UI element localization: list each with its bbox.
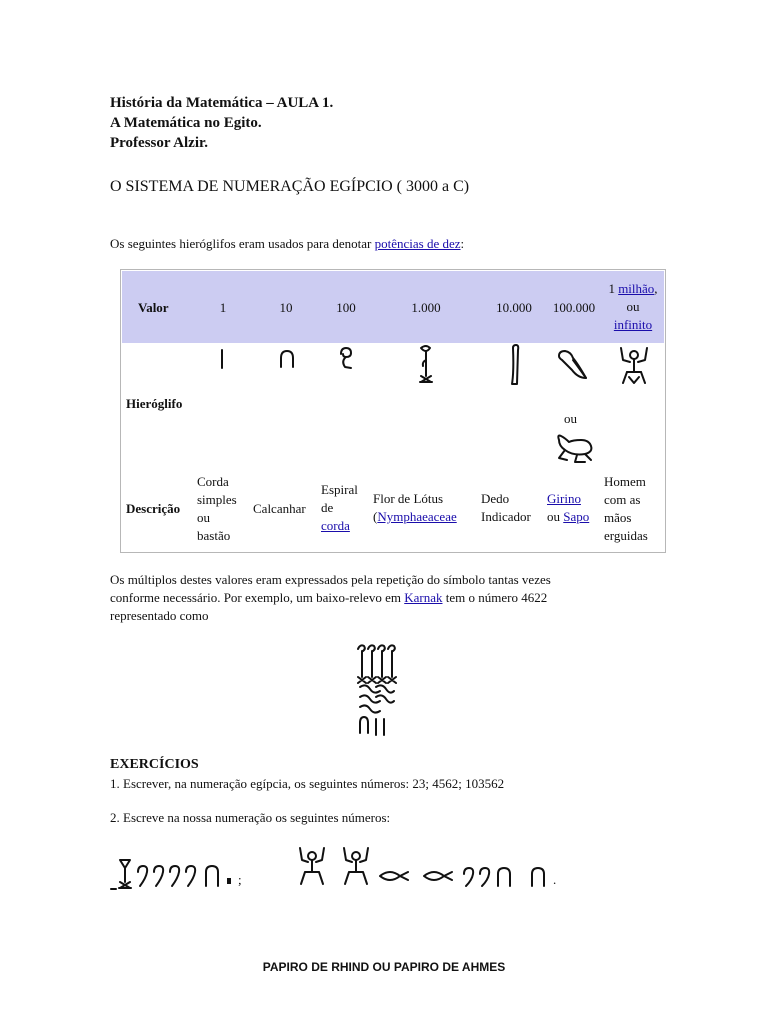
exercise-2: 2. Escreve na nossa numeração os seguintes números: [110, 810, 391, 825]
desc-heh-l3: mãos [604, 510, 632, 525]
intro-colon: : [460, 236, 465, 251]
desc-lotus-l1: Flor de Lótus [373, 491, 444, 506]
desc-heh-l4: erguidas [604, 528, 648, 543]
desc-finger-l1: Dedo [481, 491, 510, 506]
desc-stroke-l3: ou [197, 510, 210, 525]
multiples-line1: Os múltiplos destes valores eram expressados pela repetição do símbolo tantas vezes [110, 572, 551, 587]
heel-bone-icon [279, 350, 295, 368]
desc-stroke-l2: simples [197, 492, 237, 507]
infinity-link[interactable]: infinito [613, 317, 653, 332]
or-label: ou [564, 411, 577, 426]
lesson-author: Professor Alzir. [110, 135, 209, 151]
intro-paragraph [110, 235, 464, 253]
tadpole-link[interactable]: Girino [547, 491, 581, 506]
value-10: 10 [279, 300, 293, 315]
multiples-line2 [110, 589, 547, 607]
million-or: ou [626, 299, 640, 314]
desc-heh [604, 473, 648, 545]
heh-god-icon [617, 346, 651, 386]
desc-coil [321, 481, 358, 535]
exercises-title: EXERCÍCIOS [110, 757, 199, 772]
desc-stroke [197, 473, 237, 545]
value-million [603, 280, 663, 334]
tadpole-icon [556, 350, 590, 384]
value-10000: 10.000 [496, 300, 532, 315]
desc-tadpole-or: ou [547, 509, 564, 524]
exercise-sep-1: ; [238, 872, 242, 887]
rope-link[interactable]: corda [321, 518, 350, 533]
lesson-subtitle: A Matemática no Egito. [110, 115, 262, 131]
desc-coil-l2: de [321, 500, 334, 515]
desc-heh-l2: com as [604, 492, 641, 507]
million-prefix: 1 [608, 281, 619, 296]
desc-row-label: Descrição [126, 501, 181, 516]
desc-heh-l1: Homem [604, 474, 646, 489]
desc-coil-l1: Espiral [321, 482, 358, 497]
multiples-line2-end: tem o número 4622 [442, 590, 548, 605]
exercise-1: 1. Escrever, na numeração egípcia, os seguintes números: 23; 4562; 103562 [110, 776, 505, 791]
desc-lotus-paren: ( [373, 509, 378, 524]
nymphaeaceae-link[interactable]: Nymphaeaceae [377, 509, 457, 524]
exercise-number-2-hieroglyph-icon [296, 846, 558, 890]
lesson-title: História da Matemática – AULA 1. [110, 95, 334, 111]
desc-stroke-l1: Corda [197, 474, 229, 489]
value-100: 100 [336, 300, 356, 315]
intro-text: Os seguintes hieróglifos eram usados para denotar [110, 236, 375, 251]
stroke-icon [219, 348, 229, 370]
million-comma: , [654, 281, 658, 296]
desc-stroke-l4: bastão [197, 528, 231, 543]
section-title: O SISTEMA DE NUMERAÇÃO EGÍPCIO ( 3000 a C) [110, 178, 470, 195]
multiples-line3: representado como [110, 608, 209, 623]
value-row-label: Valor [138, 300, 169, 315]
desc-finger-l2: Indicador [481, 509, 531, 524]
lotus-flower-icon [417, 344, 435, 388]
coil-rope-icon [337, 346, 355, 370]
exercise-sep-2: . [553, 872, 557, 887]
frog-link[interactable]: Sapo [563, 509, 590, 524]
hieroglyph-table [120, 269, 666, 553]
desc-tadpole [547, 490, 589, 526]
powers-of-ten-link[interactable]: potências de dez [374, 236, 461, 251]
exercise-number-1-hieroglyph-icon [110, 856, 250, 892]
value-100000: 100.000 [552, 300, 596, 315]
desc-finger [481, 490, 531, 526]
rhind-papyrus-heading: PAPIRO DE RHIND OU PAPIRO DE AHMES [262, 960, 506, 974]
karnak-4622-hieroglyph-icon [356, 643, 416, 737]
desc-heel: Calcanhar [253, 501, 306, 516]
million-link[interactable]: milhão [618, 281, 655, 296]
desc-lotus [373, 490, 457, 526]
frog-icon [555, 432, 595, 464]
multiples-line2-start: conforme necessário. Por exemplo, um baixo-relevo em [110, 590, 405, 605]
value-1: 1 [219, 300, 227, 315]
value-1000: 1.000 [411, 300, 441, 315]
finger-icon [507, 344, 523, 388]
glyph-row-label: Hieróglifo [126, 396, 183, 411]
karnak-link[interactable]: Karnak [404, 590, 443, 605]
